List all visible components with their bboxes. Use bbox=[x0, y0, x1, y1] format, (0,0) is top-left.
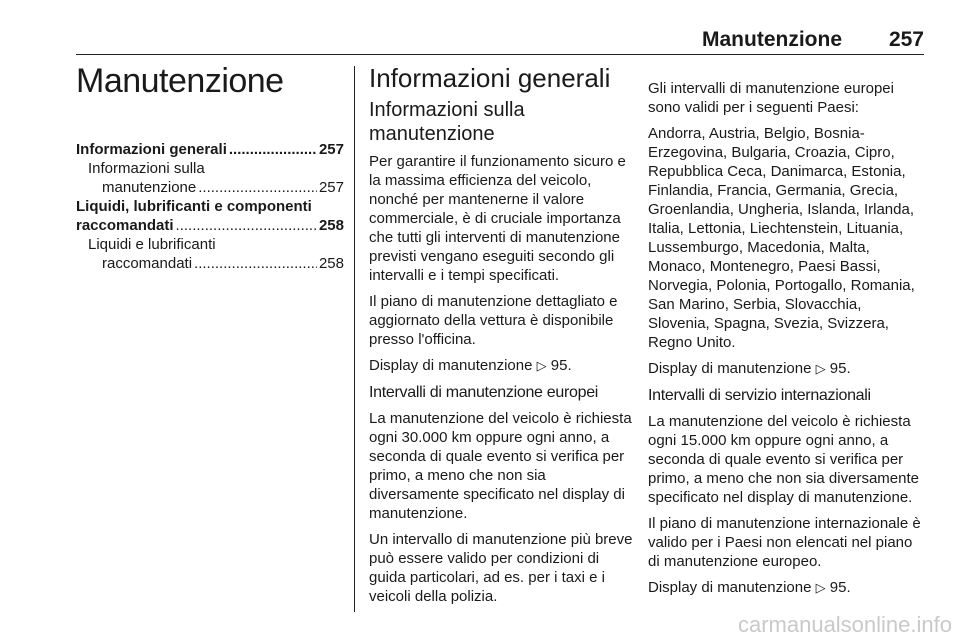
paragraph: Il piano di manutenzione dettagliato e aggiornato della vettura è disponibile presso l'officina. bbox=[369, 293, 618, 348]
xref-page: 95. bbox=[550, 357, 572, 374]
toc-entry-liquidi-lubrificanti[interactable] bbox=[76, 197, 344, 235]
triangle-right-icon: ▷ bbox=[815, 580, 826, 595]
heading-international-intervals: Intervalli di servizio internazionali bbox=[648, 387, 871, 404]
page-header bbox=[76, 24, 924, 55]
cross-reference[interactable] bbox=[648, 578, 926, 597]
xref-text: Display di manutenzione bbox=[648, 360, 812, 377]
toc-label: Informazioni sulla bbox=[88, 160, 205, 177]
toc-label: Liquidi e lubrificanti bbox=[88, 236, 216, 253]
xref-text: Display di manutenzione bbox=[648, 579, 812, 596]
toc-label: Informazioni generali bbox=[76, 141, 227, 158]
toc-entry-informazioni-manutenzione[interactable] bbox=[76, 159, 344, 197]
toc-entry-liquidi-raccomandati[interactable] bbox=[76, 235, 344, 273]
paragraph: Il piano di manutenzione internazionale è valido per i Paesi non elencati nel piano di manutenzione europeo. bbox=[648, 515, 921, 570]
chapter-column bbox=[76, 56, 344, 273]
cross-reference[interactable] bbox=[369, 356, 633, 375]
countries-list: Andorra, Austria, Belgio, Bosnia-Erzegovina, Bulgaria, Croazia, Cipro, Repubblica Ceca, Danimarca, Estonia, Finlandia, Francia, Germania, Grecia, Groenlandia, Ungheria, Islanda, Irlanda, Italia, Lettonia, Liechtenstein, Lituania, Lussemburgo, Macedonia, Malta, Monaco, Montenegro, Paesi Bassi, Norvegia, Polonia, Portogallo, Romania, San Marino, Serbia, Slovacchia, Slovenia, Spagna, Svezia, Svizzera, Regno Unito. bbox=[648, 125, 915, 351]
toc-label-cont: manutenzione bbox=[102, 179, 197, 196]
paragraph: Un intervallo di manutenzione più breve può essere valido per condizioni di guida particolari, ad es. per i taxi e i veicoli della polizia. bbox=[369, 531, 633, 605]
xref-text: Display di manutenzione bbox=[369, 357, 533, 374]
watermark: carmanualsonline.info bbox=[737, 612, 952, 637]
triangle-right-icon: ▷ bbox=[815, 361, 826, 376]
chapter-title: Manutenzione bbox=[76, 62, 284, 100]
paragraph: La manutenzione del veicolo è richiesta ogni 15.000 km oppure ogni anno, a seconda di quale evento si verifica per primo, a meno che non sia diversamente specificato nel display di manutenzione. bbox=[648, 413, 919, 506]
subsection-heading: Informazioni sulla manutenzione bbox=[369, 99, 525, 145]
paragraph: Per garantire il funzionamento sicuro e la massima efficienza del veicolo, nonché per mantenerne il valore commerciale, è di cruciale importanza che tutti gli interventi di manutenzione previsti vengano eseguiti secondo gli intervalli e i tempi specificati. bbox=[369, 153, 626, 284]
xref-page: 95. bbox=[829, 579, 851, 596]
paragraph: La manutenzione del veicolo è richiesta ogni 30.000 km oppure ogni anno, a seconda di quale evento si verifica per primo, a meno che non sia diversamente specificato nel display di manutenzione. bbox=[369, 410, 632, 522]
toc-page: 257 bbox=[318, 141, 344, 158]
toc-label-cont: raccomandati bbox=[76, 217, 174, 234]
toc-page: 258 bbox=[318, 217, 344, 234]
toc-entry-informazioni-generali[interactable] bbox=[76, 140, 344, 159]
toc-page: 258 bbox=[318, 255, 344, 272]
toc-label: Liquidi, lubrificanti e componenti bbox=[76, 198, 312, 215]
toc-label-cont: raccomandati bbox=[102, 255, 193, 272]
toc-page: 257 bbox=[318, 179, 344, 196]
xref-page: 95. bbox=[829, 360, 851, 377]
section-heading: Informazioni generali bbox=[369, 63, 611, 93]
column-divider bbox=[354, 66, 355, 612]
header-title: Manutenzione bbox=[702, 28, 842, 51]
cross-reference[interactable] bbox=[648, 359, 926, 378]
heading-european-intervals: Intervalli di manutenzione europei bbox=[369, 384, 599, 401]
triangle-right-icon: ▷ bbox=[536, 358, 547, 373]
content-column-middle bbox=[369, 62, 633, 613]
paragraph: Gli intervalli di manutenzione europei sono validi per i seguenti Paesi: bbox=[648, 80, 894, 116]
content-column-right bbox=[648, 79, 926, 604]
table-of-contents bbox=[76, 140, 344, 273]
page-number: 257 bbox=[888, 28, 924, 51]
